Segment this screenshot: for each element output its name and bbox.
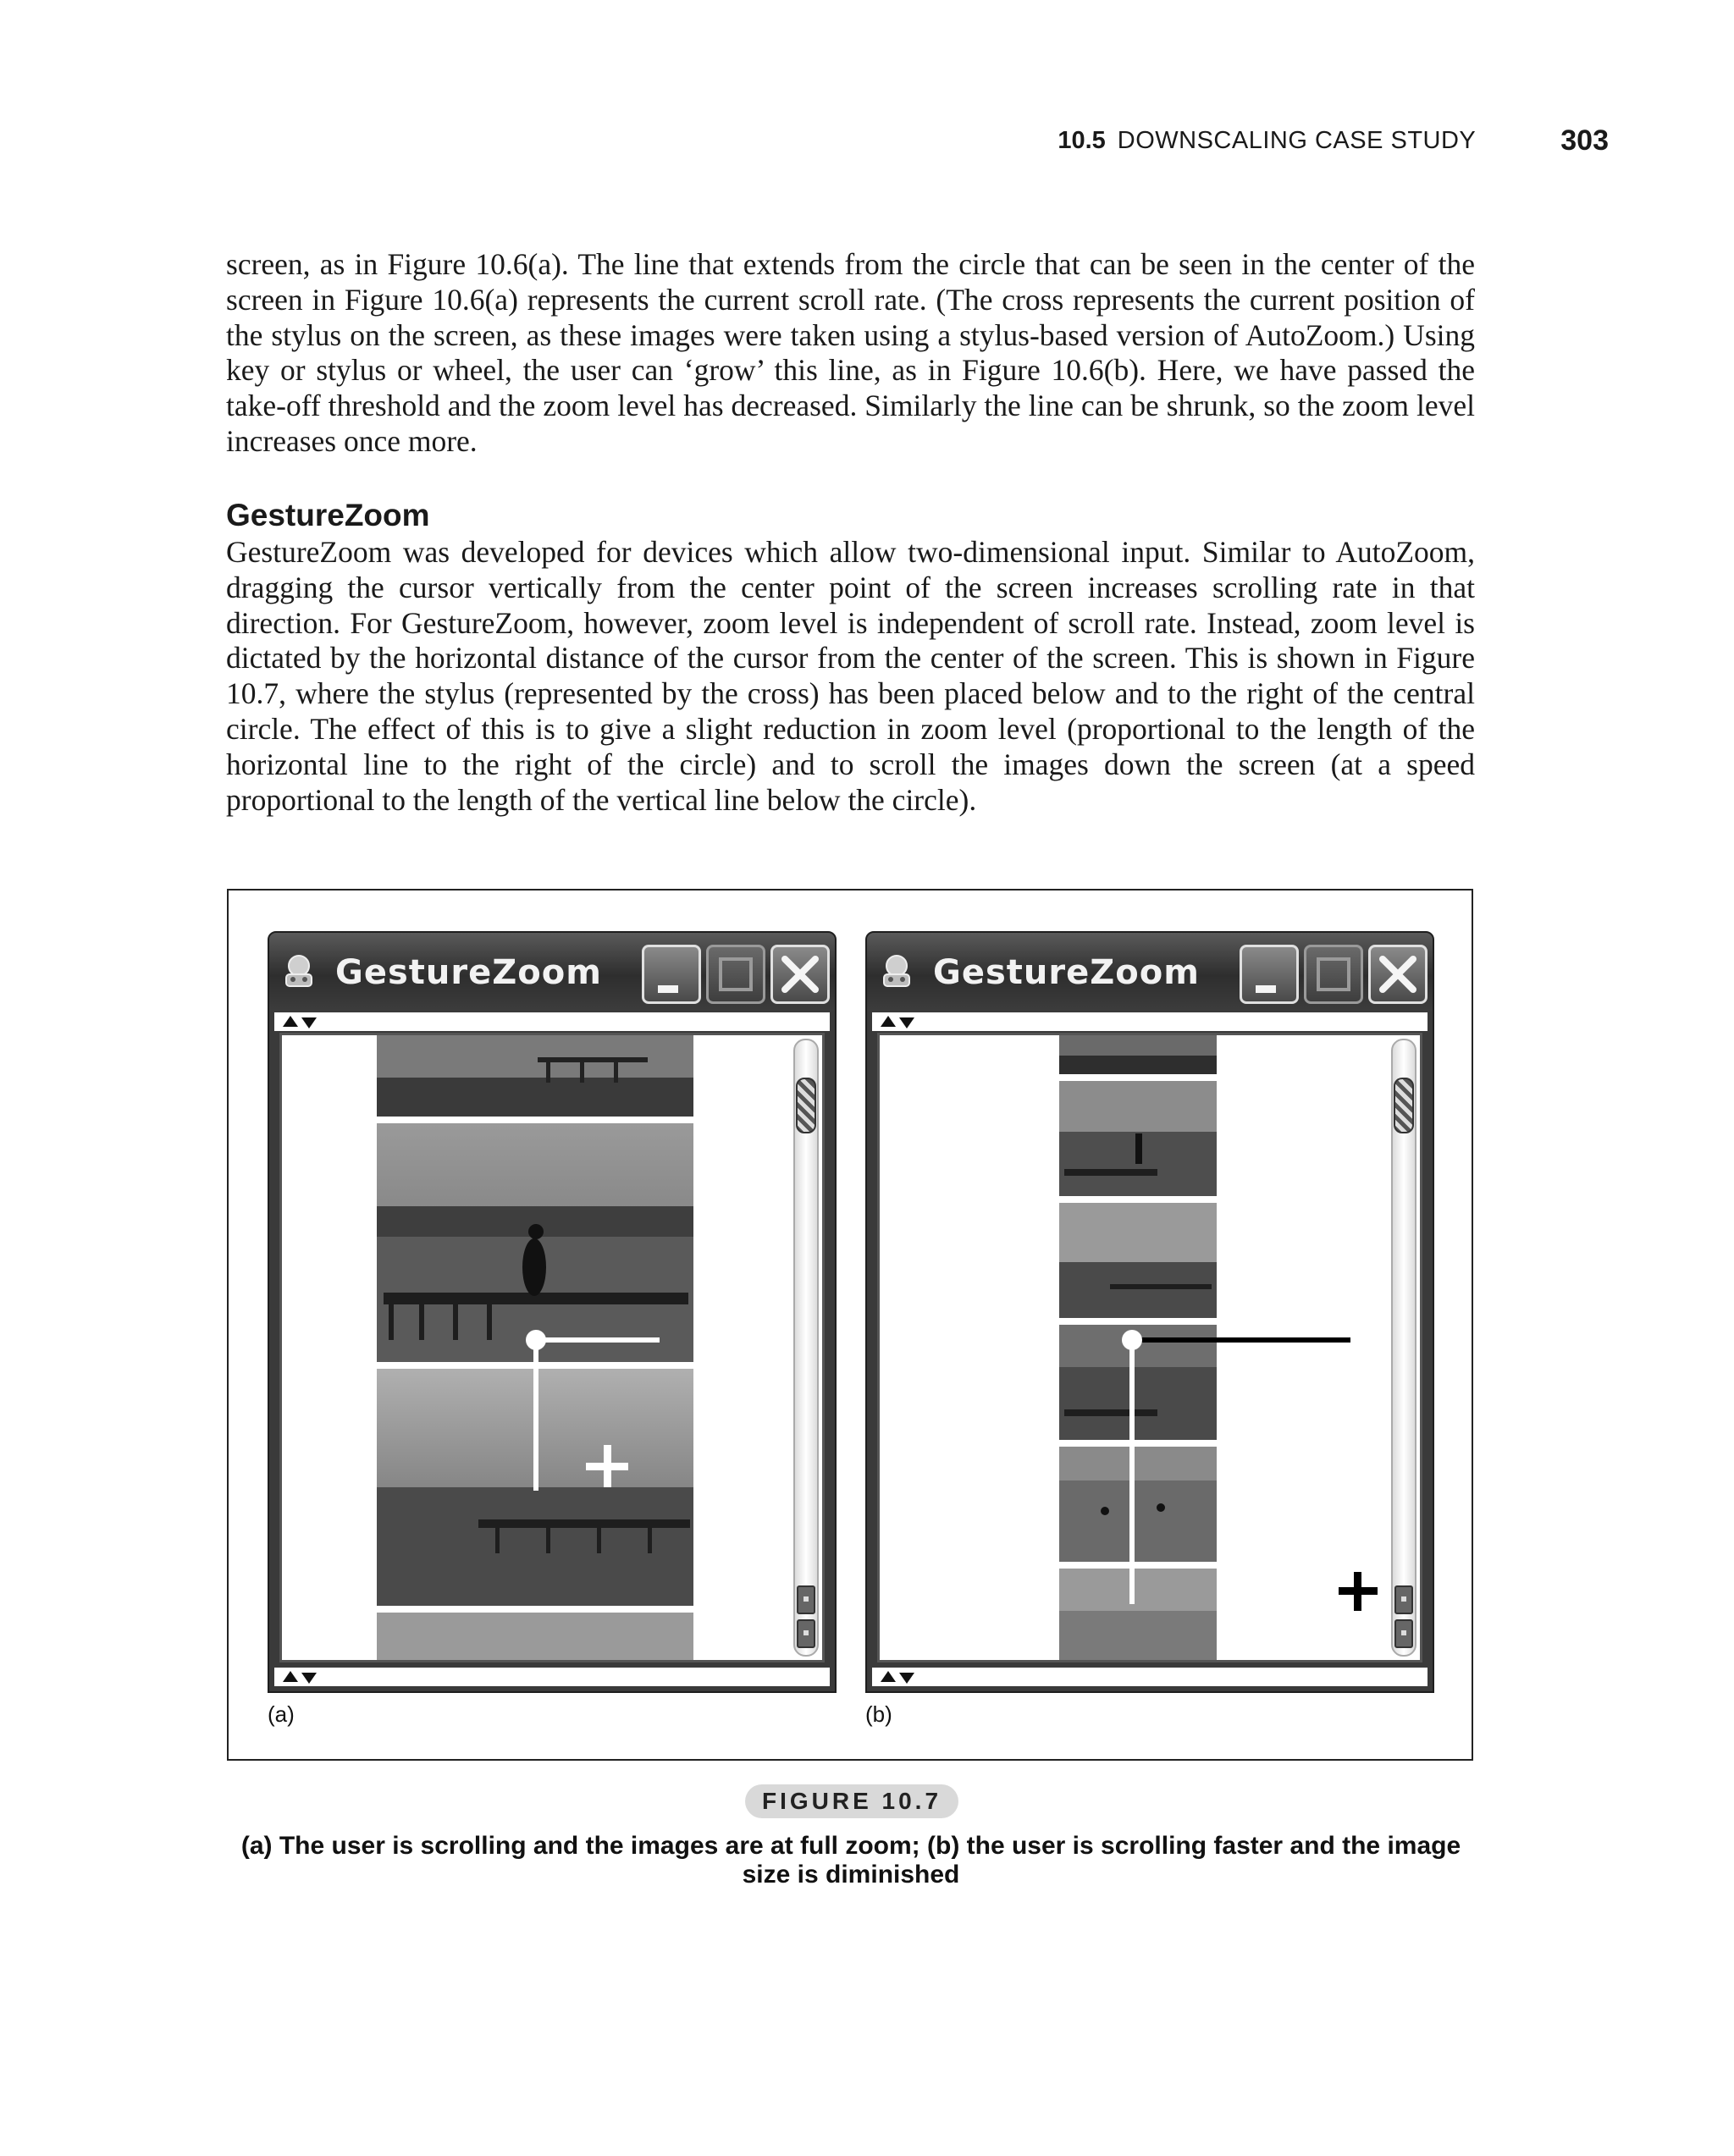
gesture-overlay xyxy=(282,1035,824,1662)
arrow-down-icon[interactable] xyxy=(899,1673,914,1684)
section-number: 10.5 xyxy=(1058,126,1106,154)
app-icon xyxy=(877,951,916,990)
arrow-up-icon[interactable] xyxy=(881,1671,896,1682)
running-head xyxy=(1050,124,1609,157)
scroll-arrows-top[interactable] xyxy=(872,1012,1428,1031)
close-icon[interactable] xyxy=(1368,945,1428,1004)
scroll-down-button[interactable] xyxy=(797,1619,815,1648)
arrow-up-icon[interactable] xyxy=(881,1016,896,1027)
gesturezoom-window-a xyxy=(268,931,837,1693)
section-heading: GestureZoom xyxy=(226,498,430,532)
panel-label-a: (a) xyxy=(268,1701,295,1727)
arrow-up-icon[interactable] xyxy=(283,1016,298,1027)
crosshair-icon xyxy=(586,1445,628,1487)
image-viewport[interactable] xyxy=(279,1033,825,1662)
arrow-down-icon[interactable] xyxy=(301,1017,317,1028)
scroll-up-button[interactable] xyxy=(797,1585,815,1614)
arrow-down-icon[interactable] xyxy=(899,1017,914,1028)
scroll-arrows-bottom[interactable] xyxy=(274,1668,830,1686)
window-title: GestureZoom xyxy=(933,953,1200,992)
close-icon[interactable] xyxy=(770,945,830,1004)
title-bar[interactable] xyxy=(269,933,835,1011)
window-title: GestureZoom xyxy=(335,953,602,992)
vertical-scrollbar[interactable] xyxy=(1391,1039,1416,1657)
figure-tag: FIGURE 10.7 xyxy=(745,1784,958,1818)
figure-frame xyxy=(227,889,1473,1761)
app-icon xyxy=(279,951,318,990)
scroll-down-button[interactable] xyxy=(1394,1619,1413,1648)
body-paragraph-1: screen, as in Figure 10.6(a). The line that extends from the circle that can be seen in the center of the screen in Figure 10.6(a) represents the current scroll rate. (The cross represents the current position of the stylus on the screen, as these images were taken using a stylus-based version of AutoZoom.) Using key or stylus or wheel, the user can ‘grow’ this line, as in Figure 10.6(b). Here, we have passed the take-off threshold and the zoom level has decreased. Similarly the line can be shrunk, so the zoom level increases once more. xyxy=(226,247,1475,458)
crosshair-icon xyxy=(1339,1572,1378,1611)
scroll-up-button[interactable] xyxy=(1394,1585,1413,1614)
figure-caption: (a) The user is scrolling and the images are at full zoom; (b) the user is scrolling faster and the image size is diminished xyxy=(240,1832,1461,1889)
gesturezoom-window-b xyxy=(865,931,1434,1693)
center-circle xyxy=(526,1330,546,1350)
page-number: 303 xyxy=(1560,124,1609,157)
vertical-scrollbar[interactable] xyxy=(793,1039,819,1657)
arrow-up-icon[interactable] xyxy=(283,1671,298,1682)
image-viewport[interactable] xyxy=(877,1033,1422,1662)
scrollbar-thumb[interactable] xyxy=(796,1078,816,1133)
body-paragraph-2: GestureZoom was developed for devices which allow two-dimensional input. Similar to AutoZoom, dragging the cursor vertically from the center point of the screen increases scrolling rate in that direction. For GestureZoom, however, zoom level is independent of scroll rate. Instead, zoom level is dictated by the horizontal distance of the cursor from the center of the screen. This is shown in Figure 10.7, where the stylus (represented by the cross) has been placed below and to the right of the central circle. The effect of this is to give a slight reduction in zoom level (proportional to the length of the horizontal line to the right of the circle) and to scroll the images down the screen (at a speed proportional to the length of the vertical line below the circle). xyxy=(226,535,1475,817)
minimize-icon[interactable] xyxy=(1240,945,1299,1004)
scroll-arrows-bottom[interactable] xyxy=(872,1668,1428,1686)
section-title: DOWNSCALING CASE STUDY xyxy=(1117,126,1477,154)
scrollbar-thumb[interactable] xyxy=(1394,1078,1414,1133)
maximize-icon[interactable] xyxy=(706,945,765,1004)
panel-label-b: (b) xyxy=(865,1701,892,1727)
minimize-icon[interactable] xyxy=(642,945,701,1004)
title-bar[interactable] xyxy=(867,933,1433,1011)
center-circle xyxy=(1122,1330,1142,1350)
maximize-icon[interactable] xyxy=(1304,945,1363,1004)
arrow-down-icon[interactable] xyxy=(301,1673,317,1684)
scroll-arrows-top[interactable] xyxy=(274,1012,830,1031)
gesture-overlay xyxy=(880,1035,1422,1662)
